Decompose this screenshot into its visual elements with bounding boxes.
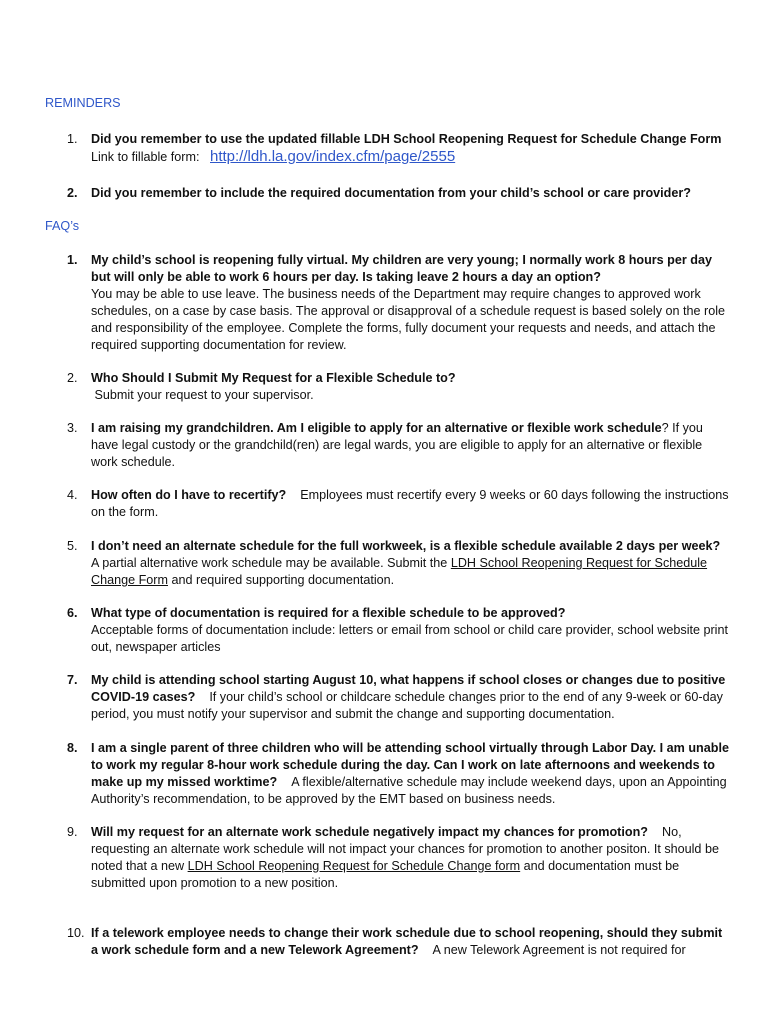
faq-answer: ? If you have legal custody or the grandchild(ren) are legal wards, you are eligible to apply for an alternative or flexible work schedule.: [91, 421, 703, 469]
faq-item-2: [67, 370, 732, 404]
faq-item-1: [67, 252, 732, 354]
faq-answer: A new Telework Agreement is not required for: [432, 943, 686, 957]
faq-question: My child’s school is reopening fully virtual. My children are very young; I normally work 8 hours per day but will only be able to work 6 hours per day. Is taking leave 2 hours a day an option?: [91, 253, 712, 284]
faq-question: How often do I have to recertify?: [91, 488, 287, 502]
faq-answer: Employees must recertify every 9 weeks or 60 days following the instructions on the form.: [91, 488, 729, 519]
schedule-change-form-link[interactable]: LDH School Reopening Request for Schedule Change form: [187, 859, 521, 873]
faq-answer: If your child’s school or childcare schedule changes prior to the end of any 9-week or 60-day period, you must notify your supervisor and submit the change and supporting documentation.: [91, 690, 723, 721]
faq-number: 9.: [67, 825, 78, 839]
reminders-heading: REMINDERS: [45, 96, 121, 110]
faq-question: I am raising my grandchildren. Am I eligible to apply for an alternative or flexible work schedule: [91, 421, 662, 435]
faq-answer-pre: A partial alternative work schedule may be available. Submit the: [91, 556, 451, 570]
faq-question: I am a single parent of three children who will be attending school virtually through Labor Day. I am unable to work my regular 8-hour work schedule during the day. Can I work on late afternoons and weekends to make up my missed worktime?: [91, 741, 729, 789]
faq-answer: A flexible/alternative schedule may include weekend days, upon an Appointing Authority’s recommendation, to be approved by the EMT based on business needs.: [91, 775, 727, 806]
faq-question: If a telework employee needs to change their work schedule due to school reopening, should they submit a work schedule form and a new Telework Agreement?: [91, 926, 723, 957]
reminder-number: 2.: [67, 186, 78, 200]
faq-number: 4.: [67, 488, 78, 502]
faq-number: 5.: [67, 539, 78, 553]
faq-answer: Submit your request to your supervisor.: [94, 388, 314, 402]
faq-question: Will my request for an alternate work schedule negatively impact my chances for promotion?: [91, 825, 648, 839]
faq-answer: You may be able to use leave. The business needs of the Department may require changes to approved work schedules, on a case by case basis. The approval or disapproval of a schedule request is based solely on the role and responsibility of the employee. Complete the forms, fully document your requests and needs, and attach the required supporting documentation for review.: [91, 287, 726, 352]
faq-number: 10.: [67, 926, 85, 940]
faq-number: 6.: [67, 606, 78, 620]
faq-question: Who Should I Submit My Request for a Flexible Schedule to?: [91, 371, 456, 385]
faq-answer-pre: No, requesting an alternate work schedule will not impact your chances for promotion to another positon. It should be noted that a new: [91, 825, 719, 873]
faq-question: What type of documentation is required for a flexible schedule to be approved?: [91, 606, 566, 620]
faq-number: 3.: [67, 421, 78, 435]
faq-item-10: [67, 925, 732, 959]
faq-question: I don’t need an alternate schedule for the full workweek, is a flexible schedule available 2 days per week?: [91, 539, 721, 553]
reminder-item-2: [67, 185, 732, 202]
fillable-form-link[interactable]: http://ldh.la.gov/index.cfm/page/2555: [210, 148, 456, 165]
faqs-heading: FAQ’s: [45, 219, 80, 233]
faq-item-4: [67, 487, 732, 521]
link-label: Link to fillable form:: [91, 150, 200, 164]
faq-answer: Acceptable forms of documentation include: letters or email from school or child care provider, school website print out, newspaper articles: [91, 623, 728, 654]
reminder-question: Did you remember to use the updated fillable LDH School Reopening Request for Schedule Change Form: [91, 132, 722, 146]
faq-item-9: [67, 824, 732, 892]
faq-number: 2.: [67, 371, 78, 385]
faq-answer-post: and required supporting documentation.: [168, 573, 395, 587]
faq-item-6: [67, 605, 732, 656]
faq-number: 8.: [67, 741, 78, 755]
faq-item-5: [67, 538, 732, 589]
faq-item-8: [67, 740, 732, 808]
faq-item-3: [67, 420, 732, 471]
faq-item-7: [67, 672, 732, 723]
faq-number: 1.: [67, 253, 78, 267]
schedule-change-form-link[interactable]: LDH School Reopening Request for Schedule Change Form: [91, 556, 708, 587]
faq-answer-post: and documentation must be submitted upon promotion to a new position.: [91, 859, 680, 890]
faq-number: 7.: [67, 673, 78, 687]
reminder-item-1: [67, 131, 732, 166]
reminder-question: Did you remember to include the required documentation from your child’s school or care provider?: [91, 186, 691, 200]
reminder-number: 1.: [67, 132, 78, 146]
faq-question: My child is attending school starting August 10, what happens if school closes or changes due to positive COVID-19 cases?: [91, 673, 726, 704]
